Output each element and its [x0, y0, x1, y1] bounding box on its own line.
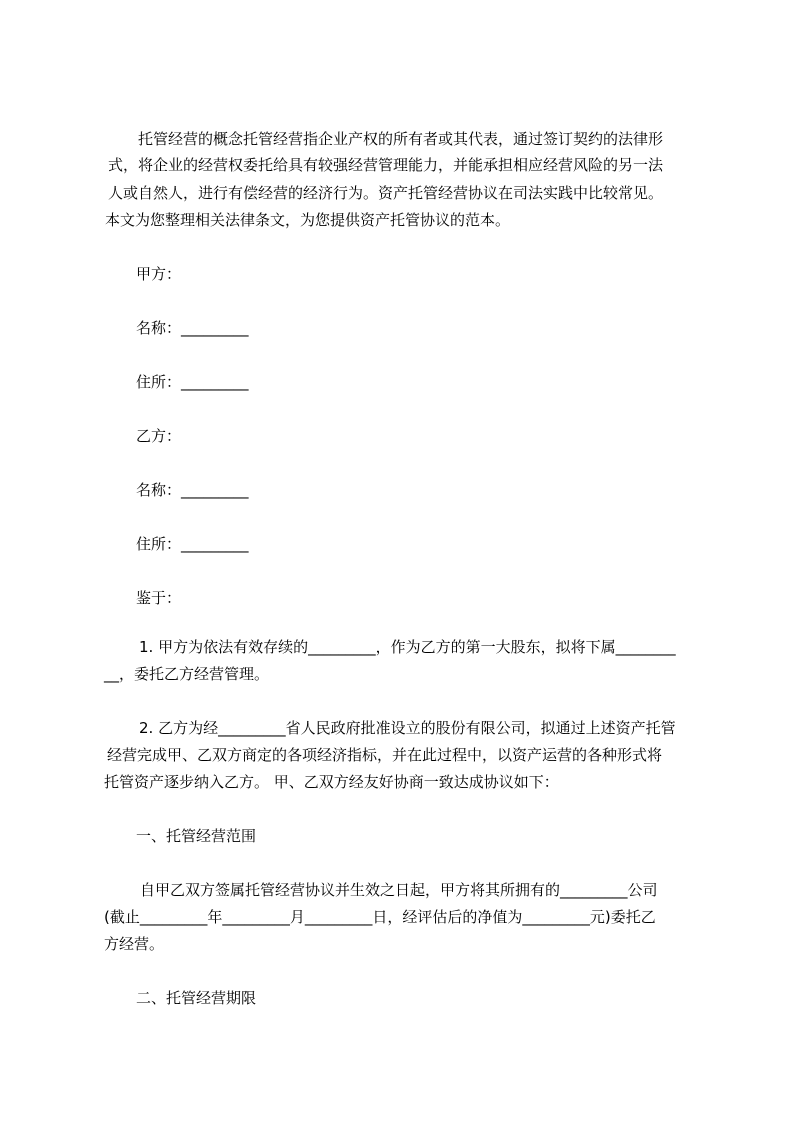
- intro-line-2: 式，将企业的经营权委托给具有较强经营管理能力，并能承担相应经营风险的另一法: [108, 156, 664, 174]
- whereas-item-1-line-1: 1. 甲方为依法有效存续的_________，作为乙方的第一大股东，拟将下属________: [139, 638, 676, 656]
- whereas-heading: 鉴于：: [136, 589, 182, 607]
- party-a-address: 住所：_________: [136, 373, 249, 391]
- party-b-heading: 乙方：: [136, 427, 182, 445]
- party-b-name: 名称：_________: [136, 481, 249, 499]
- section-2-heading: 二、托管经营期限: [136, 989, 257, 1007]
- section-1-line-2: (截止_________年_________月_________日，经评估后的净值为_________元)委托乙: [104, 908, 656, 926]
- section-1-line-1: 自甲乙双方签属托管经营协议并生效之日起，甲方将其所拥有的_________公司: [140, 881, 658, 899]
- intro-line-1: 托管经营的概念托管经营指企业产权的所有者或其代表，通过签订契约的法律形: [138, 130, 664, 148]
- intro-line-4: 本文为您整理相关法律条文，为您提供资产托管协议的范本。: [105, 211, 511, 229]
- whereas-item-2-line-2: 经营完成甲、乙双方商定的各项经济指标，并在此过程中，以资产运营的各种形式将: [107, 746, 663, 764]
- whereas-item-2-line-1: 2. 乙方为经_________省人民政府批准设立的股份有限公司，拟通过上述资产托管: [139, 719, 676, 737]
- party-a-name: 名称：_________: [136, 319, 249, 337]
- whereas-item-2-line-3: 托管资产逐步纳入乙方。 甲、乙双方经友好协商一致达成协议如下：: [104, 773, 559, 791]
- section-1-line-3: 方经营。: [104, 935, 165, 953]
- intro-line-3: 人或自然人，进行有偿经营的经济行为。资产托管经营协议在司法实践中比较常见。: [108, 184, 664, 202]
- party-b-address: 住所：_________: [136, 535, 249, 553]
- party-a-heading: 甲方：: [136, 265, 182, 283]
- whereas-item-1-line-2: __，委托乙方经营管理。: [104, 665, 270, 683]
- section-1-heading: 一、托管经营范围: [136, 827, 257, 845]
